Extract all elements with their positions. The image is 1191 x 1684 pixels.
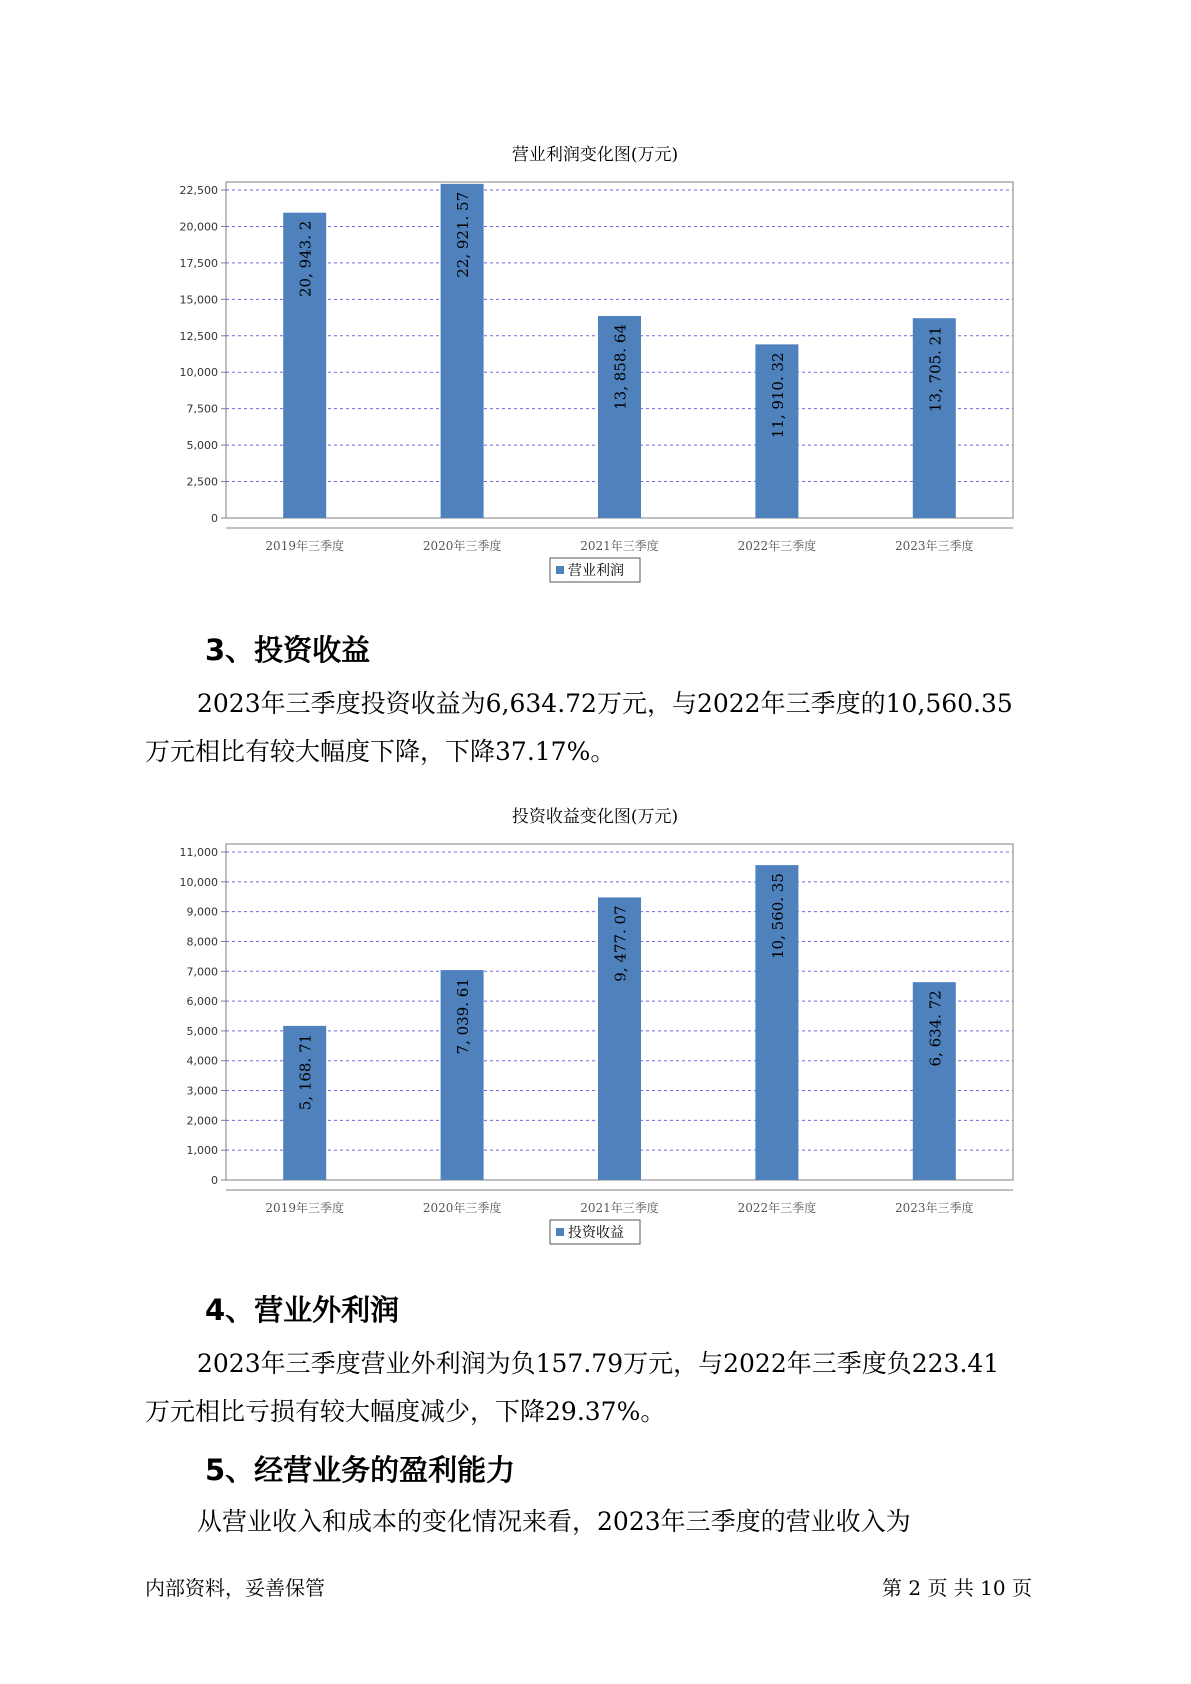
- chart-title: 营业利润变化图(万元): [511, 145, 679, 165]
- y-tick-label: 0: [211, 512, 218, 525]
- investment-income-chart: [0, 792, 1191, 1252]
- section-4-line-1: 2023年三季度营业外利润为负157.79万元，与2022年三季度负223.41: [197, 1349, 1000, 1378]
- y-tick-label: 6,000: [186, 995, 218, 1009]
- y-tick-label: 15,000: [179, 293, 218, 307]
- bar-value-label: 5, 168. 71: [296, 1033, 315, 1111]
- legend-swatch: [556, 566, 564, 574]
- y-tick-label: 10,000: [179, 366, 218, 380]
- x-tick-label: 2020年三季度: [422, 539, 502, 553]
- y-tick-label: 0: [211, 1174, 218, 1187]
- x-tick-label: 2022年三季度: [737, 539, 817, 553]
- section-3-line-2: 万元相比有较大幅度下降，下降37.17%。: [145, 737, 616, 766]
- y-tick-label: 4,000: [186, 1054, 218, 1068]
- y-tick-label: 2,500: [186, 475, 218, 489]
- y-tick-label: 20,000: [179, 220, 218, 234]
- investment-income-chart-svg: [0, 792, 1191, 1252]
- x-tick-label: 2022年三季度: [737, 1201, 817, 1215]
- y-tick-label: 10,000: [179, 875, 218, 889]
- bar-value-label: 20, 943. 2: [296, 220, 315, 298]
- section-4-line-2: 万元相比亏损有较大幅度减少，下降29.37%。: [145, 1397, 666, 1426]
- bar-value-label: 22, 921. 57: [454, 191, 473, 278]
- legend-label: 营业利润: [568, 563, 624, 579]
- legend-swatch: [556, 1228, 564, 1236]
- y-tick-label: 22,500: [179, 184, 218, 197]
- bar-value-label: 9, 477. 07: [611, 905, 630, 982]
- section-5-heading: 5、经营业务的盈利能力: [205, 1453, 516, 1487]
- section-4-paragraph: [145, 1340, 1065, 1436]
- section-3-heading: 3、投资收益: [205, 633, 371, 667]
- operating-profit-chart: [0, 130, 1191, 590]
- bar-value-label: 6, 634. 72: [926, 990, 945, 1067]
- y-tick-label: 3,000: [186, 1084, 218, 1098]
- x-tick-label: 2021年三季度: [580, 1201, 659, 1215]
- y-tick-label: 7,500: [186, 402, 218, 416]
- x-tick-label: 2023年三季度: [895, 1201, 974, 1215]
- x-tick-label: 2020年三季度: [422, 1201, 502, 1215]
- legend-label: 投资收益: [568, 1225, 624, 1241]
- x-tick-label: 2019年三季度: [265, 539, 344, 553]
- y-tick-label: 12,500: [179, 329, 218, 343]
- section-5-line-1: 从营业收入和成本的变化情况来看，2023年三季度的营业收入为: [197, 1507, 911, 1536]
- bar-value-label: 7, 039. 61: [454, 978, 473, 1055]
- chart-title: 投资收益变化图(万元): [511, 807, 679, 827]
- y-tick-label: 9,000: [186, 905, 218, 919]
- bar-value-label: 13, 705. 21: [926, 326, 945, 413]
- y-tick-label: 8,000: [186, 935, 218, 949]
- y-tick-label: 2,000: [186, 1114, 218, 1128]
- x-tick-label: 2021年三季度: [580, 539, 659, 553]
- section-4-heading: 4、营业外利润: [205, 1293, 400, 1327]
- bar-value-label: 11, 910. 32: [768, 352, 787, 439]
- bar-value-label: 13, 858. 64: [611, 323, 630, 410]
- section-3-paragraph: [145, 680, 1065, 776]
- y-tick-label: 17,500: [179, 256, 218, 270]
- y-tick-label: 7,000: [186, 965, 218, 979]
- footer-left: 内部资料，妥善保管: [145, 1576, 325, 1600]
- y-tick-label: 11,000: [179, 846, 218, 859]
- y-tick-label: 1,000: [186, 1144, 218, 1158]
- y-tick-label: 5,000: [186, 439, 218, 453]
- section-5-paragraph: [145, 1498, 1065, 1546]
- x-tick-label: 2019年三季度: [265, 1201, 344, 1215]
- bar-value-label: 10, 560. 35: [768, 873, 787, 960]
- operating-profit-chart-svg: [0, 130, 1191, 590]
- x-tick-label: 2023年三季度: [895, 539, 974, 553]
- section-3-line-1: 2023年三季度投资收益为6,634.72万元，与2022年三季度的10,560.35: [197, 689, 1013, 718]
- y-tick-label: 5,000: [186, 1024, 218, 1038]
- footer-page-number: 第 2 页 共 10 页: [882, 1576, 1032, 1600]
